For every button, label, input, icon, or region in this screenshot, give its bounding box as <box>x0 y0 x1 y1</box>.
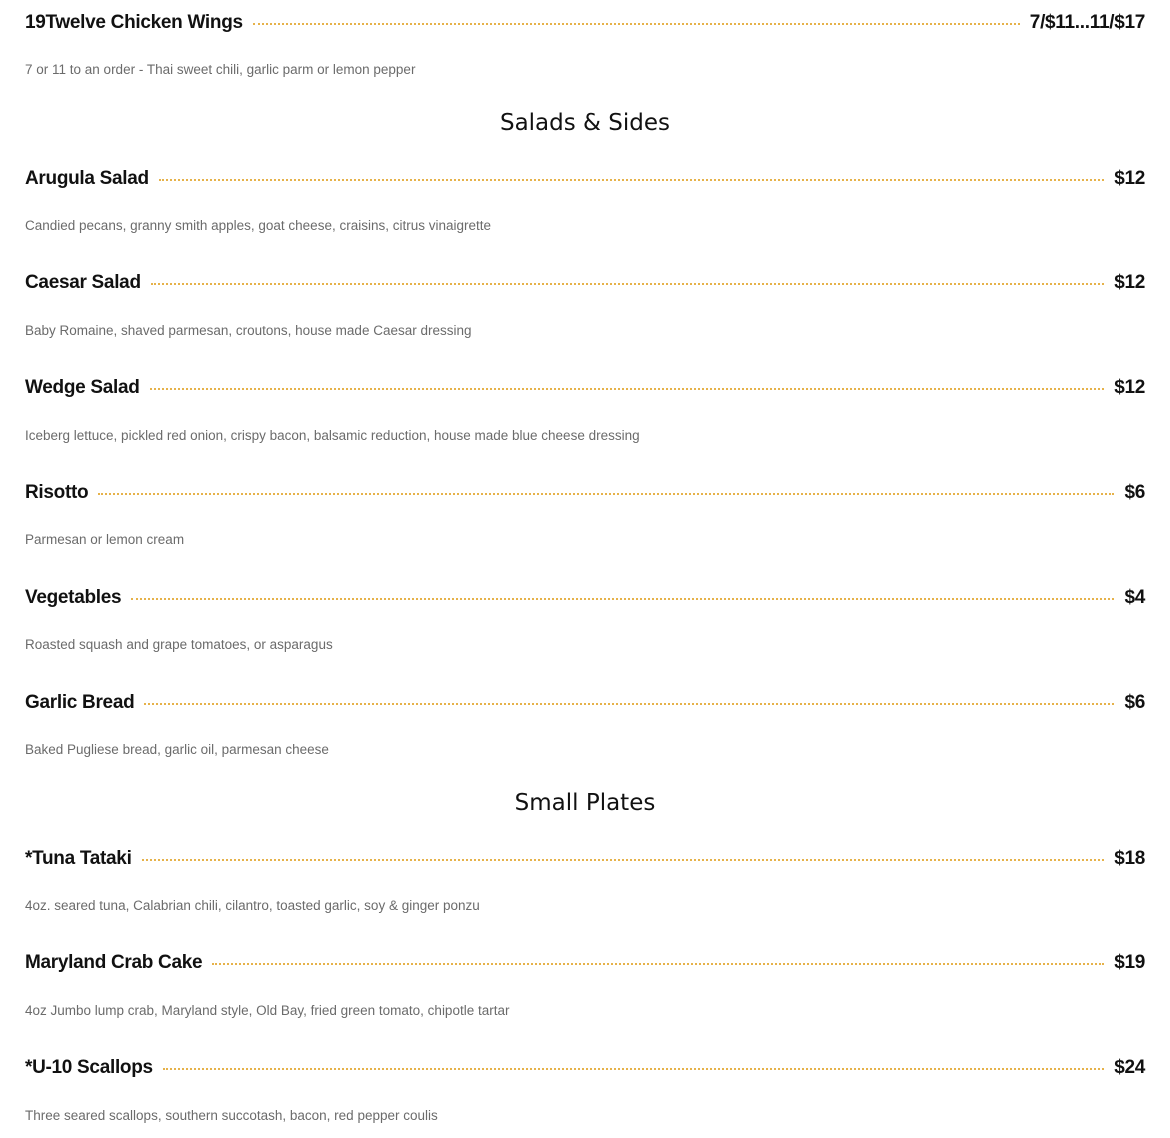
leader-dots <box>163 1068 1104 1070</box>
leader-dots <box>150 388 1105 390</box>
item-name: Risotto <box>25 482 89 503</box>
item-price: $12 <box>1114 377 1145 398</box>
item-description: Roasted squash and grape tomatoes, or asparagus <box>25 637 333 652</box>
item-name: *U-10 Scallops <box>25 1057 153 1078</box>
item-description: 4oz Jumbo lump crab, Maryland style, Old Bay, fried green tomato, chipotle tartar <box>25 1003 510 1018</box>
item-price: $12 <box>1114 168 1145 189</box>
leader-dots <box>159 179 1104 181</box>
leader-dots <box>98 493 1114 495</box>
item-price: $6 <box>1124 482 1145 503</box>
menu-item-arugula-salad <box>25 164 1145 194</box>
item-name: Arugula Salad <box>25 168 149 189</box>
item-price: $19 <box>1114 952 1145 973</box>
item-price: $4 <box>1124 587 1145 608</box>
menu-item-maryland-crab-cake <box>25 948 1145 978</box>
leader-dots <box>253 23 1020 25</box>
item-price: $6 <box>1124 692 1145 713</box>
item-name: Vegetables <box>25 587 122 608</box>
item-price: $24 <box>1114 1057 1145 1078</box>
item-description: Candied pecans, granny smith apples, goat cheese, craisins, citrus vinaigrette <box>25 218 492 233</box>
menu-item-vegetables <box>25 583 1145 613</box>
item-price: $12 <box>1114 272 1145 293</box>
item-description: Baby Romaine, shaved parmesan, croutons, house made Caesar dressing <box>25 323 472 338</box>
item-price: 7/$11...11/$17 <box>1029 12 1145 33</box>
item-name: *Tuna Tataki <box>25 848 132 869</box>
section-heading-small-plates: Small Plates <box>514 790 656 816</box>
leader-dots <box>151 283 1104 285</box>
item-name: Caesar Salad <box>25 272 141 293</box>
menu-item-caesar-salad <box>25 268 1145 298</box>
item-description: 4oz. seared tuna, Calabrian chili, cilantro, toasted garlic, soy & ginger ponzu <box>25 898 480 913</box>
item-description: Three seared scallops, southern succotash, bacon, red pepper coulis <box>25 1108 438 1123</box>
item-name: Maryland Crab Cake <box>25 952 203 973</box>
menu-item-tuna-tataki <box>25 844 1145 874</box>
menu-item-garlic-bread <box>25 688 1145 718</box>
item-name: Wedge Salad <box>25 377 140 398</box>
item-description: Baked Pugliese bread, garlic oil, parmesan cheese <box>25 742 329 757</box>
item-name: Garlic Bread <box>25 692 135 713</box>
section-heading-salads-sides: Salads & Sides <box>499 110 671 136</box>
menu-item-wedge-salad <box>25 373 1145 403</box>
leader-dots <box>144 703 1114 705</box>
item-description: Parmesan or lemon cream <box>25 532 185 547</box>
leader-dots <box>131 598 1114 600</box>
item-name: 19Twelve Chicken Wings <box>25 12 243 33</box>
menu-item-chicken-wings <box>25 8 1145 38</box>
item-description: 7 or 11 to an order - Thai sweet chili, garlic parm or lemon pepper <box>25 62 416 77</box>
item-description: Iceberg lettuce, pickled red onion, crispy bacon, balsamic reduction, house made blue cheese dressing <box>25 428 640 443</box>
menu-item-risotto <box>25 478 1145 508</box>
item-price: $18 <box>1114 848 1145 869</box>
leader-dots <box>212 963 1104 965</box>
leader-dots <box>142 859 1105 861</box>
menu-item-u10-scallops <box>25 1053 1145 1083</box>
